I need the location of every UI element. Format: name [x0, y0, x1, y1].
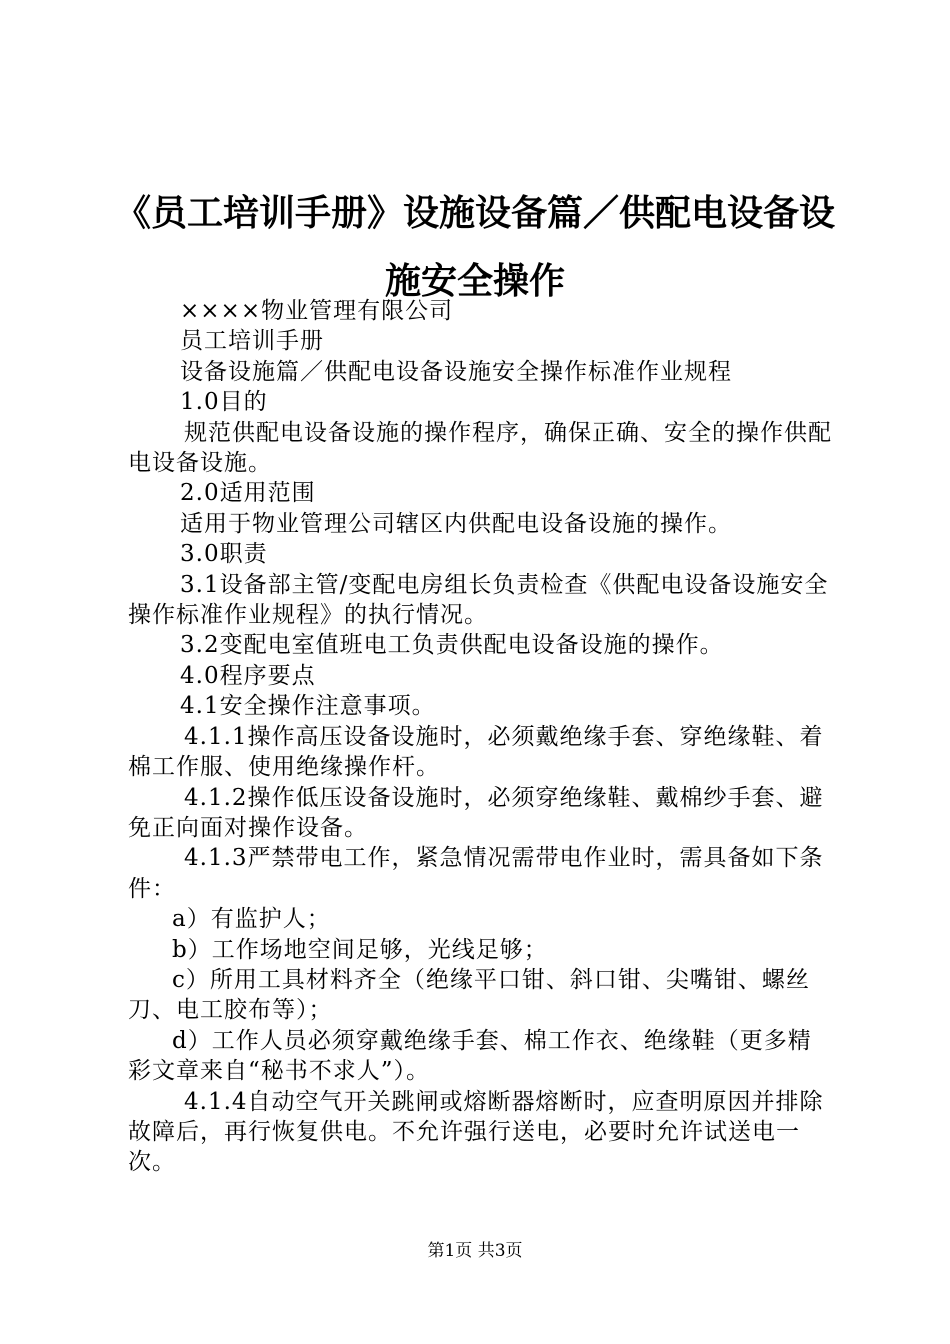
item-4-1-1: 4.1.1操作高压设备设施时，必须戴绝缘手套、穿绝缘鞋、着棉工作服、使用绝缘操作杆。: [128, 723, 824, 781]
document-body: [128, 296, 832, 1178]
responsibility-3-1: 3.1设备部主管/变配电房组长负责检查《供配电设备设施安全操作标准作业规程》的执行情况。: [128, 571, 829, 629]
title-line-2: 施安全操作: [384, 261, 565, 302]
condition-a: a）有监护人；: [172, 906, 331, 933]
responsibility-3-2: 3.2变配电室值班电工负责供配电设备设施的操作。: [180, 632, 724, 659]
purpose-text: 规范供配电设备设施的操作程序，确保正确、安全的操作供配电设备设施。: [128, 419, 832, 477]
condition-b: b）工作场地空间足够，光线足够；: [172, 936, 548, 963]
page-footer: 第1页 共3页: [427, 1241, 523, 1261]
title-line-1: 《员工培训手册》设施设备篇／供配电设备设: [114, 193, 835, 234]
condition-c: c）所用工具材料齐全（绝缘平口钳、斜口钳、尖嘴钳、螺丝刀、电工胶布等）；: [128, 966, 810, 1024]
section-heading-scope: 2.0适用范围: [180, 480, 316, 507]
manual-name: 员工培训手册: [180, 328, 324, 355]
item-4-1-4: 4.1.4自动空气开关跳闸或熔断器熔断时，应查明原因并排除故障后，再行恢复供电。不允许强行送电，必要时允许试送电一次。: [128, 1088, 824, 1176]
condition-d: d）工作人员必须穿戴绝缘手套、棉工作衣、绝缘鞋（更多精彩文章来自“秘书不求人”）。: [128, 1027, 812, 1085]
section-heading-procedure: 4.0程序要点: [180, 662, 316, 689]
subsection-4-1: 4.1安全操作注意事项。: [180, 693, 436, 720]
company-name: ××××物业管理有限公司: [180, 298, 454, 324]
section-heading-responsibility: 3.0职责: [180, 541, 268, 568]
section-heading-purpose: 1.0目的: [180, 389, 268, 416]
item-4-1-3: 4.1.3严禁带电工作，紧急情况需带电作业时，需具备如下条件：: [128, 845, 824, 902]
item-4-1-2: 4.1.2操作低压设备设施时，必须穿绝缘鞋、戴棉纱手套、避免正向面对操作设备。: [128, 784, 824, 841]
scope-text: 适用于物业管理公司辖区内供配电设备设施的操作。: [180, 510, 732, 537]
procedure-title: 设备设施篇／供配电设备设施安全操作标准作业规程: [180, 358, 732, 385]
